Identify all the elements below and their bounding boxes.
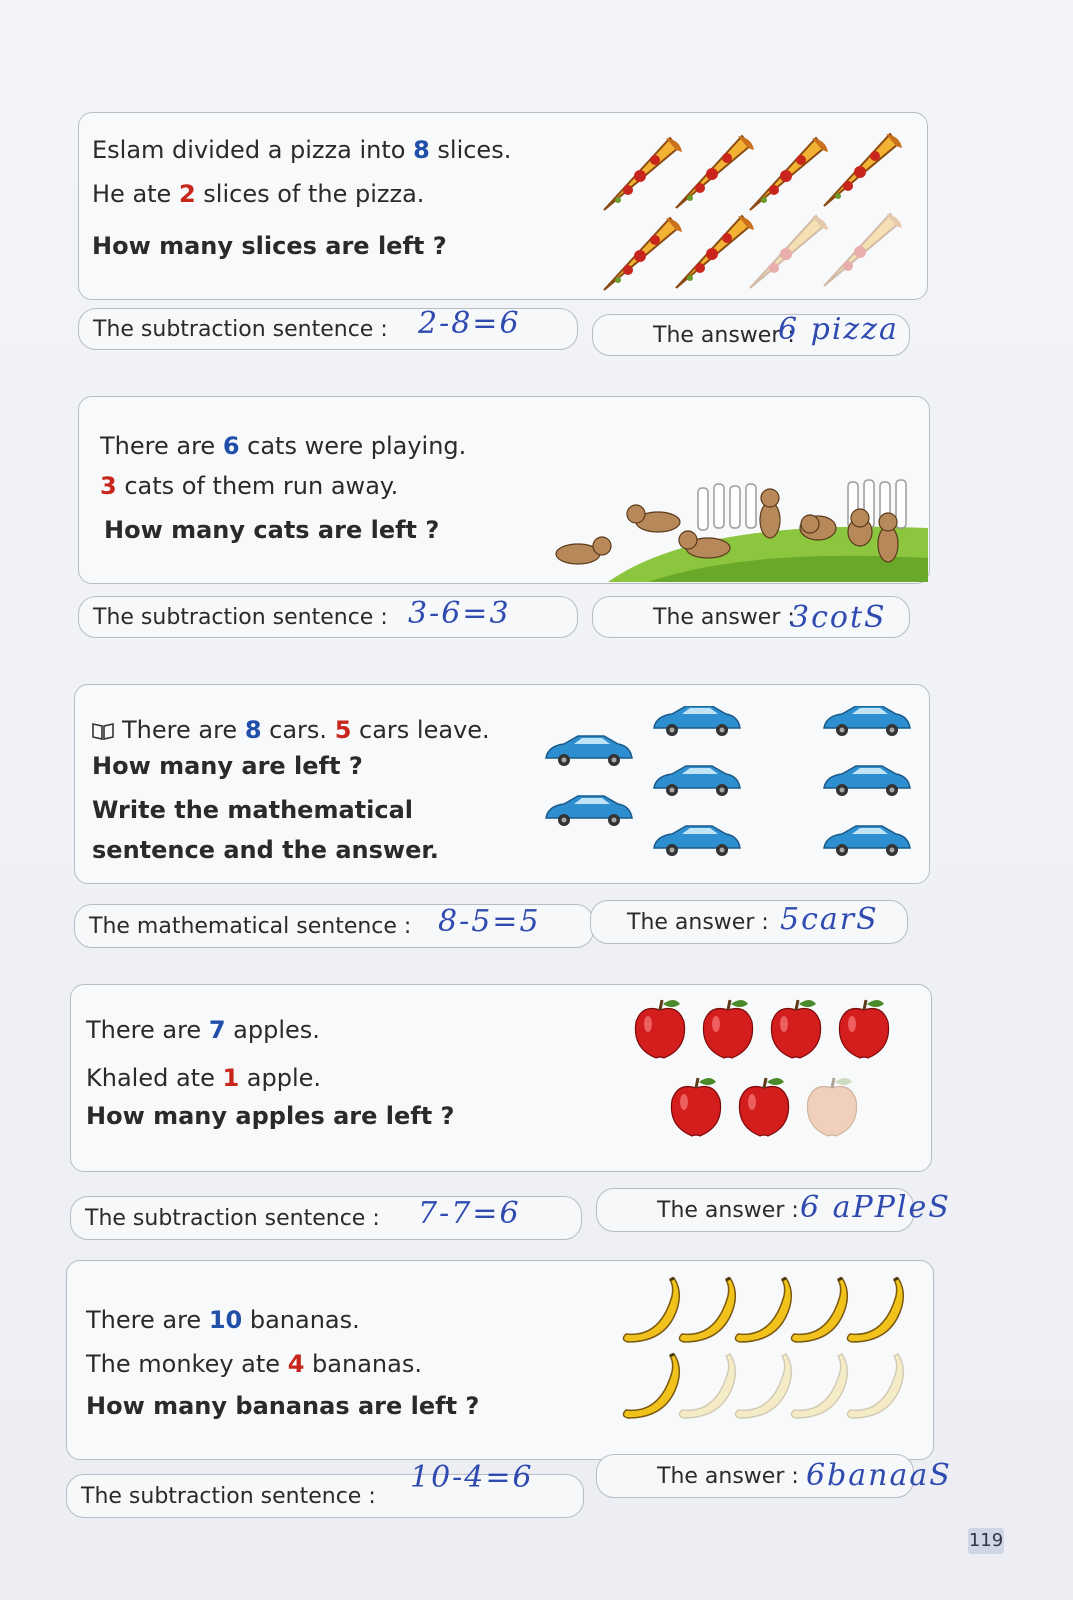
question-prompt: How many cats are left ? [104,516,440,544]
question-prompt: How many apples are left ? [86,1102,455,1130]
handwritten-answer: 6banaaS [806,1458,952,1493]
book-icon [92,722,114,740]
question-line: Eslam divided a pizza into 8 slices. [92,136,512,164]
cars-illustration [544,706,914,866]
question-prompt: How many slices are left ? [92,232,447,260]
handwritten-sentence: 3-6=3 [408,596,511,631]
question-prompt: How many are left ? [92,752,363,780]
sentence-label: The subtraction sentence : [85,1205,380,1231]
question-prompt: Write the mathematical [92,796,413,824]
pizza-slices-illustration [600,130,910,300]
handwritten-answer: 6 aPPleS [800,1190,951,1225]
handwritten-sentence: 2-8=6 [418,306,521,341]
question-line: There are 8 cars. 5 cars leave. [92,716,490,744]
question-line: The monkey ate 4 bananas. [86,1350,422,1378]
cats-illustration [548,478,928,582]
question-line: There are 10 bananas. [86,1306,360,1334]
handwritten-sentence: 7-7=6 [418,1196,521,1231]
sentence-label: The subtraction sentence : [93,316,388,342]
question-line: There are 6 cats were playing. [100,432,467,460]
bananas-illustration [620,1270,910,1420]
sentence-label: The mathematical sentence : [89,913,412,939]
handwritten-sentence: 10-4=6 [410,1460,534,1495]
question-line: Khaled ate 1 apple. [86,1064,322,1092]
answer-label: The answer : [657,1197,799,1223]
sentence-label: The subtraction sentence : [93,604,388,630]
question-line: There are 7 apples. [86,1016,320,1044]
question-line: He ate 2 slices of the pizza. [92,180,425,208]
handwritten-answer: 5carS [780,902,879,937]
handwritten-answer: 3cotS [790,600,887,635]
answer-label: The answer : [653,604,795,630]
page-number: 119 [968,1528,1004,1554]
sentence-label: The subtraction sentence : [81,1483,376,1509]
question-line: 3 cats of them run away. [100,472,399,500]
question-prompt: sentence and the answer. [92,836,439,864]
answer-label: The answer : [653,322,795,348]
answer-label: The answer : [627,909,769,935]
handwritten-sentence: 8-5=5 [438,904,541,939]
apples-illustration [632,996,912,1146]
answer-label: The answer : [657,1463,799,1489]
question-prompt: How many bananas are left ? [86,1392,480,1420]
handwritten-answer: 6 pizza [778,312,899,347]
